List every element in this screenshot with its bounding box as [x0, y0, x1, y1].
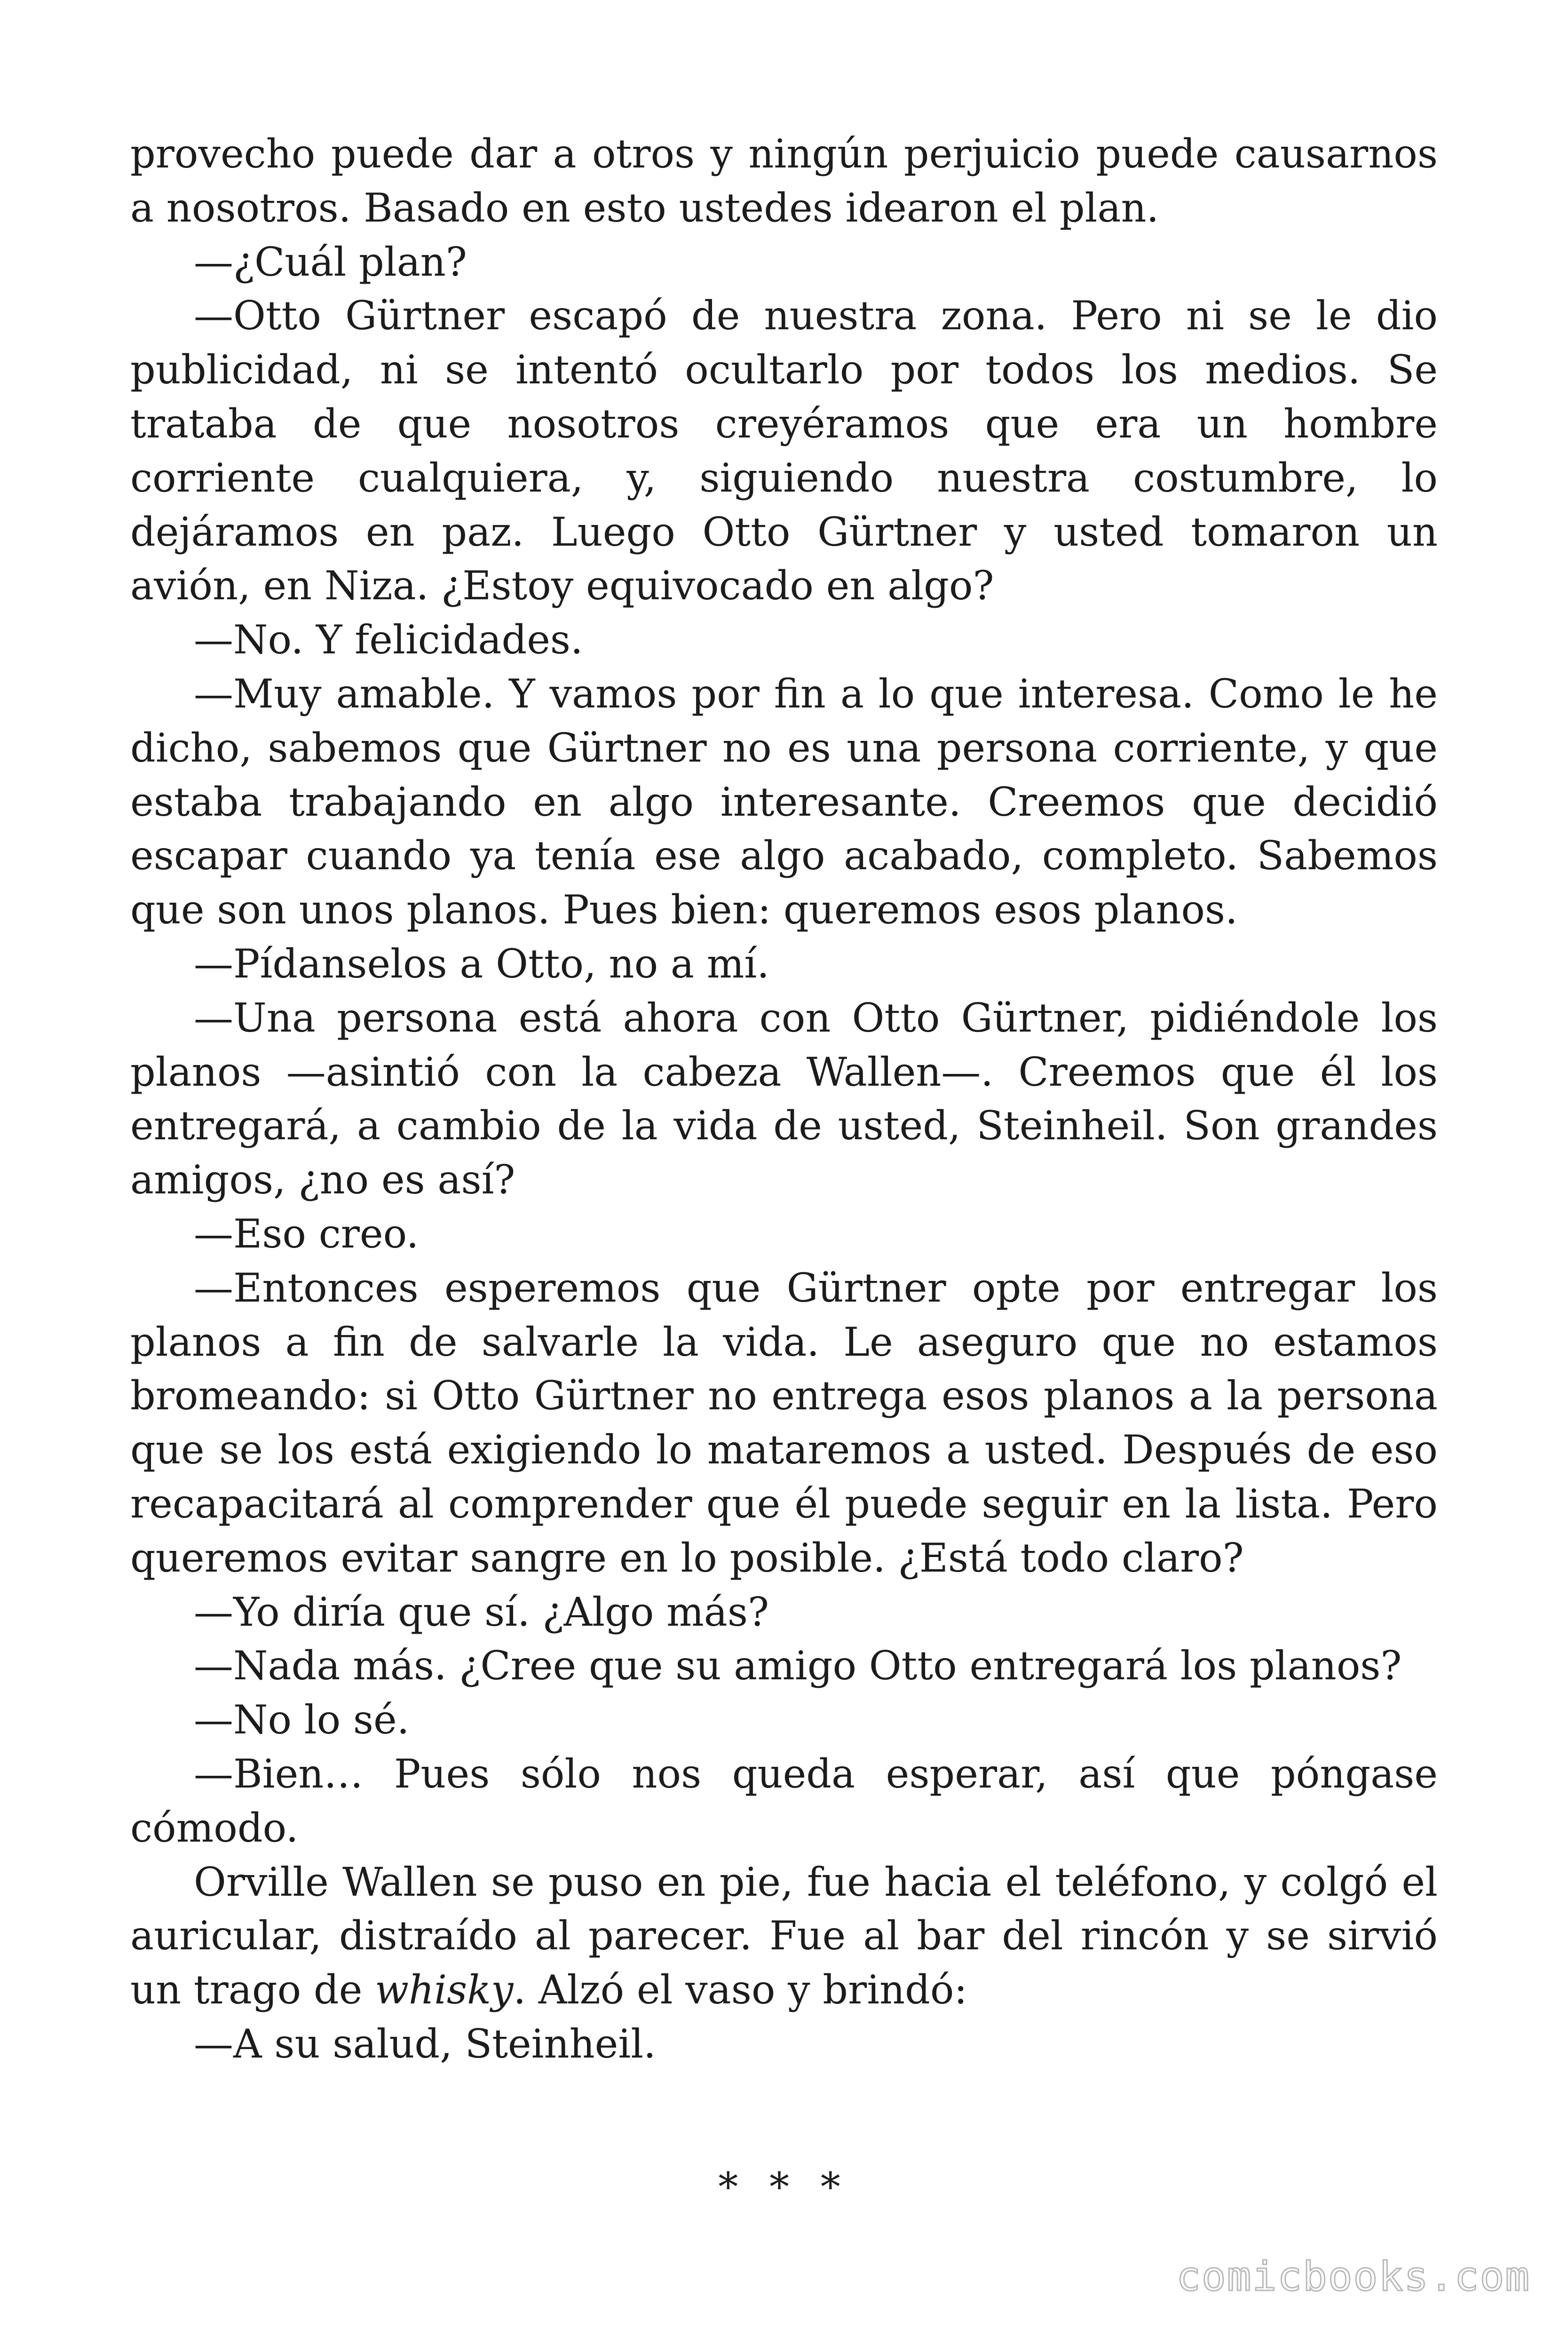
paragraph: provecho puede dar a otros y ningún perjuicio puede causarnos a nosotros. Basado en esto ustedes idearon el plan.	[130, 131, 1438, 231]
dialogue-paragraph: —¿Cuál plan?	[194, 238, 467, 285]
watermark: comicbooks.com	[1176, 2253, 1530, 2300]
section-separator: * * *	[718, 2164, 850, 2210]
dialogue-paragraph: —Muy amable. Y vamos por fin a lo que interesa. Como le he dicho, sabemos que Gürtner no es una persona corriente, y que estaba trabajando en algo interesante. Creemos que decidió escapar cuando ya tenía ese algo acabado, completo. Sabemos que son unos planos. Pues bien: queremos esos planos.	[130, 670, 1438, 933]
dialogue-paragraph: —Pídanselos a Otto, no a mí.	[194, 940, 769, 987]
dialogue-paragraph: —No lo sé.	[194, 1697, 410, 1743]
dialogue-paragraph: —Entonces esperemos que Gürtner opte por entregar los planos a fin de salvarle la vida. Le aseguro que no estamos bromeando: si Otto Gürtner no entrega esos planos a la persona que se los está exigiendo lo mataremos a usted. Después de eso recapacitará al comprender que él puede seguir en la lista. Pero queremos evitar sangre en lo posible. ¿Está todo claro?	[130, 1264, 1438, 1581]
dialogue-paragraph: —Nada más. ¿Cree que su amigo Otto entregará los planos?	[194, 1643, 1402, 1689]
dialogue-paragraph: —A su salud, Steinheil.	[194, 2020, 656, 2067]
narrative-text-after: . Alzó el vaso y brindó:	[513, 1967, 967, 2013]
dialogue-paragraph: —Otto Gürtner escapó de nuestra zona. Pero ni se le dio publicidad, ni se intentó ocultarlo por todos los medios. Se trataba de que nosotros creyéramos que era un hombre corriente cualquiera, y, siguiendo nuestra costumbre, lo dejáramos en paz. Luego Otto Gürtner y usted tomaron un avión, en Niza. ¿Estoy equivocado en algo?	[130, 293, 1438, 609]
dialogue-paragraph: —Bien… Pues sólo nos queda esperar, así que póngase cómodo.	[130, 1750, 1438, 1851]
italic-word: whisky	[375, 1967, 514, 2013]
dialogue-paragraph: —No. Y felicidades.	[194, 617, 583, 663]
narrative-paragraph	[130, 1855, 1438, 2017]
dialogue-paragraph: —Eso creo.	[194, 1210, 419, 1257]
book-page-text	[130, 127, 1438, 2071]
narrative-text-before: Orville Wallen se puso en pie, fue hacia el teléfono, y colgó el auricular, distraído al parecer. Fue al bar del rincón y se sirvió un trago de	[130, 1859, 1438, 2013]
dialogue-paragraph: —Una persona está ahora con Otto Gürtner, pidiéndole los planos —asintió con la cabeza Wallen—. Creemos que él los entregará, a cambio de la vida de usted, Steinheil. Son grandes amigos, ¿no es así?	[130, 994, 1438, 1203]
dialogue-paragraph: —Yo diría que sí. ¿Algo más?	[194, 1589, 769, 1635]
